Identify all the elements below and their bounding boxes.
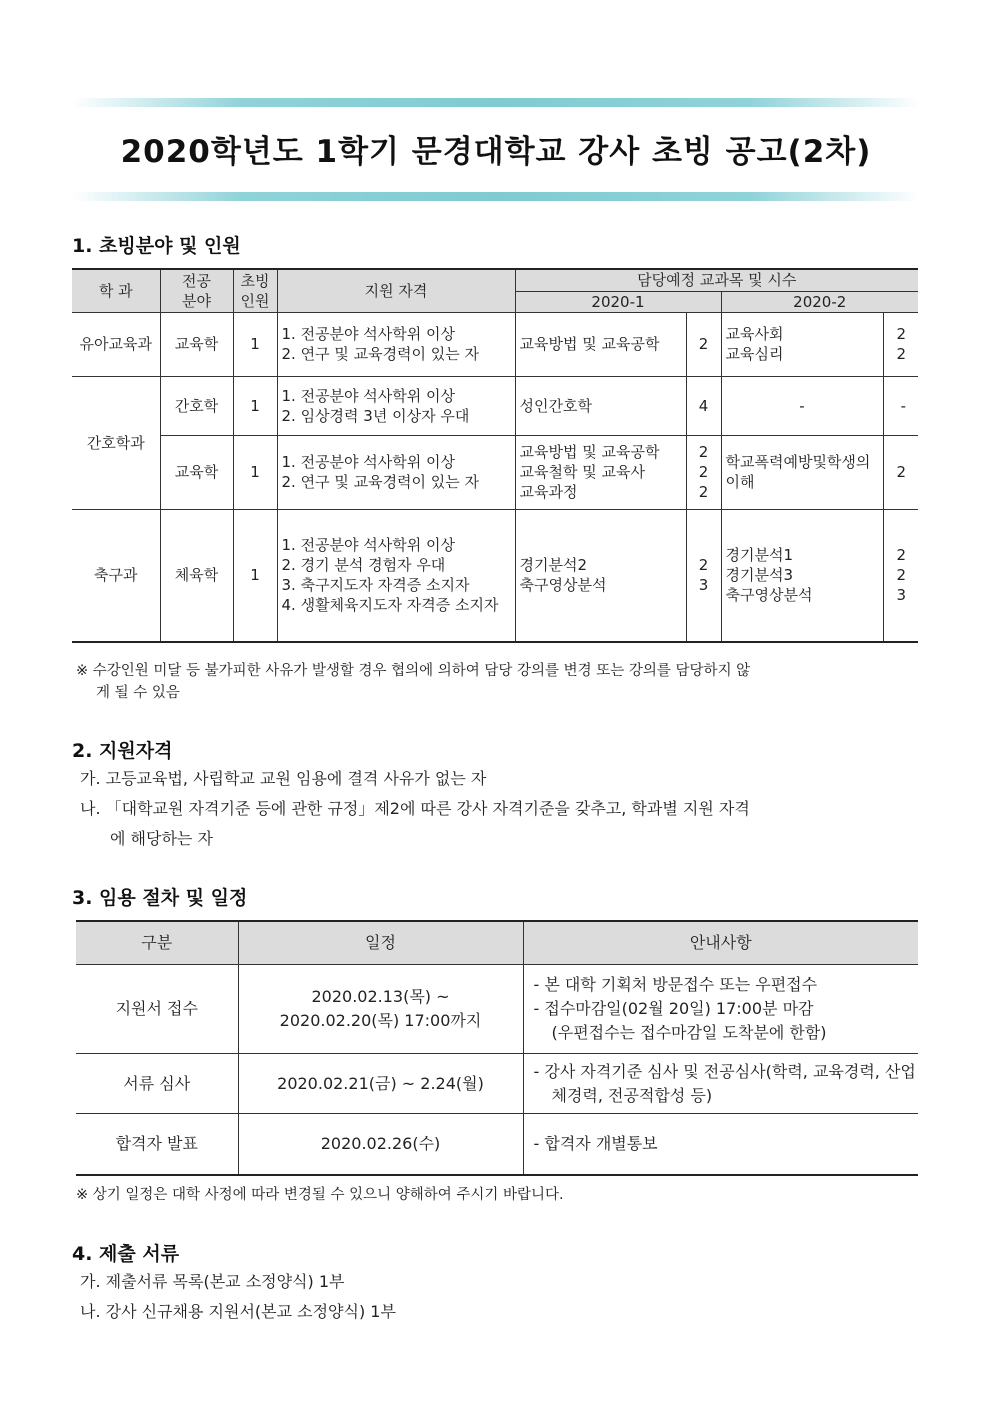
section-4-heading: 4. 제출 서류 bbox=[72, 1243, 180, 1265]
section-3-heading: 3. 임용 절차 및 일정 bbox=[72, 887, 248, 909]
header-courses: 담당예정 교과목 및 시수 bbox=[515, 269, 918, 291]
notes-cell: - 본 대학 기획처 방문접수 또는 우편접수 - 접수마감일(02월 20일) 17:00분 마감 (우편접수는 접수마감일 도착분에 한함) bbox=[523, 965, 918, 1054]
s1-course-cell: 교육방법 및 교육공학 교육철학 및 교육사 교육과정 bbox=[515, 435, 686, 509]
count-cell: 1 bbox=[233, 509, 277, 642]
dept-cell: 축구과 bbox=[72, 509, 160, 642]
header-category: 구분 bbox=[76, 921, 238, 965]
s2-hours-cell: 2 bbox=[883, 435, 918, 509]
dept-cell: 간호학과 bbox=[72, 376, 160, 509]
document-item-a: 가. 제출서류 목록(본교 소정양식) 1부 bbox=[80, 1272, 345, 1291]
qualification-cell: 1. 전공분야 석사학위 이상 2. 연구 및 교육경력이 있는 자 bbox=[277, 435, 515, 509]
section-3-note: ※ 상기 일정은 대학 사정에 따라 변경될 수 있으니 양해하여 주시기 바랍니다. bbox=[76, 1187, 564, 1203]
table-row bbox=[76, 1114, 918, 1175]
header-notes: 안내사항 bbox=[523, 921, 918, 965]
notes-cell: - 합격자 개별통보 bbox=[523, 1114, 918, 1175]
qualification-item-b: 나. 「대학교원 자격기준 등에 관한 규정」제2에 따른 강사 자격기준을 갖추고, 학과별 지원 자격 에 해당하는 자 bbox=[80, 799, 750, 848]
schedule-cell: 2020.02.21(금) ~ 2.24(월) bbox=[238, 1054, 523, 1114]
section-1-heading: 1. 초빙분야 및 인원 bbox=[72, 235, 241, 257]
schedule-cell: 2020.02.26(수) bbox=[238, 1114, 523, 1175]
title-band-bottom bbox=[72, 192, 920, 201]
header-semester-2020-2: 2020-2 bbox=[721, 291, 918, 312]
qualification-cell: 1. 전공분야 석사학위 이상 2. 경기 분석 경험자 우대 3. 축구지도자 자격증 소지자 4. 생활체육지도자 자격증 소지자 bbox=[277, 509, 515, 642]
table-row bbox=[76, 965, 918, 1054]
table-row bbox=[72, 312, 918, 376]
s2-course-cell: 경기분석1 경기분석3 축구영상분석 bbox=[721, 509, 883, 642]
s1-course-cell: 교육방법 및 교육공학 bbox=[515, 312, 686, 376]
recruitment-table bbox=[72, 268, 918, 643]
count-cell: 1 bbox=[233, 376, 277, 435]
s1-hours-cell: 2 3 bbox=[686, 509, 721, 642]
header-qualification: 지원 자격 bbox=[277, 269, 515, 312]
document-item-b: 나. 강사 신규채용 지원서(본교 소정양식) 1부 bbox=[80, 1302, 396, 1321]
s1-course-cell: 성인간호학 bbox=[515, 376, 686, 435]
field-cell: 간호학 bbox=[160, 376, 233, 435]
s2-hours-cell: 2 2 bbox=[883, 312, 918, 376]
s1-hours-cell: 2 2 2 bbox=[686, 435, 721, 509]
notes-cell: - 강사 자격기준 심사 및 전공심사(학력, 교육경력, 산업체경력, 전공적합성 등) bbox=[523, 1054, 918, 1114]
table-row bbox=[72, 435, 918, 509]
s2-course-cell: 학교폭력예방및학생의 이해 bbox=[721, 435, 883, 509]
qualification-item-a: 가. 고등교육법, 사립학교 교원 임용에 결격 사유가 없는 자 bbox=[80, 769, 487, 788]
count-cell: 1 bbox=[233, 435, 277, 509]
header-count: 초빙 인원 bbox=[233, 269, 277, 312]
section-2-heading: 2. 지원자격 bbox=[72, 740, 173, 762]
table-row bbox=[76, 1054, 918, 1114]
count-cell: 1 bbox=[233, 312, 277, 376]
header-semester-2020-1: 2020-1 bbox=[515, 291, 721, 312]
header-schedule: 일정 bbox=[238, 921, 523, 965]
section-1-note: ※ 수강인원 미달 등 불가피한 사유가 발생할 경우 협의에 의하여 담당 강의를 변경 또는 강의를 담당하지 않 게 될 수 있음 bbox=[76, 663, 751, 701]
s1-course-cell: 경기분석2 축구영상분석 bbox=[515, 509, 686, 642]
s1-hours-cell: 2 bbox=[686, 312, 721, 376]
s2-hours-cell: - bbox=[883, 376, 918, 435]
qualification-cell: 1. 전공분야 석사학위 이상 2. 임상경력 3년 이상자 우대 bbox=[277, 376, 515, 435]
document-title: 2020학년도 1학기 문경대학교 강사 초빙 공고(2차) bbox=[120, 134, 872, 170]
s1-hours-cell: 4 bbox=[686, 376, 721, 435]
header-field: 전공 분야 bbox=[160, 269, 233, 312]
s2-course-cell: - bbox=[721, 376, 883, 435]
qualification-cell: 1. 전공분야 석사학위 이상 2. 연구 및 교육경력이 있는 자 bbox=[277, 312, 515, 376]
title-band-top bbox=[72, 98, 920, 107]
category-cell: 합격자 발표 bbox=[76, 1114, 238, 1175]
field-cell: 체육학 bbox=[160, 509, 233, 642]
schedule-table bbox=[76, 920, 918, 1176]
category-cell: 서류 심사 bbox=[76, 1054, 238, 1114]
schedule-cell: 2020.02.13(목) ~ 2020.02.20(목) 17:00까지 bbox=[238, 965, 523, 1054]
field-cell: 교육학 bbox=[160, 435, 233, 509]
field-cell: 교육학 bbox=[160, 312, 233, 376]
category-cell: 지원서 접수 bbox=[76, 965, 238, 1054]
table-row bbox=[72, 509, 918, 642]
s2-course-cell: 교육사회 교육심리 bbox=[721, 312, 883, 376]
header-dept: 학 과 bbox=[72, 269, 160, 312]
s2-hours-cell: 2 2 3 bbox=[883, 509, 918, 642]
table-row bbox=[72, 376, 918, 435]
dept-cell: 유아교육과 bbox=[72, 312, 160, 376]
